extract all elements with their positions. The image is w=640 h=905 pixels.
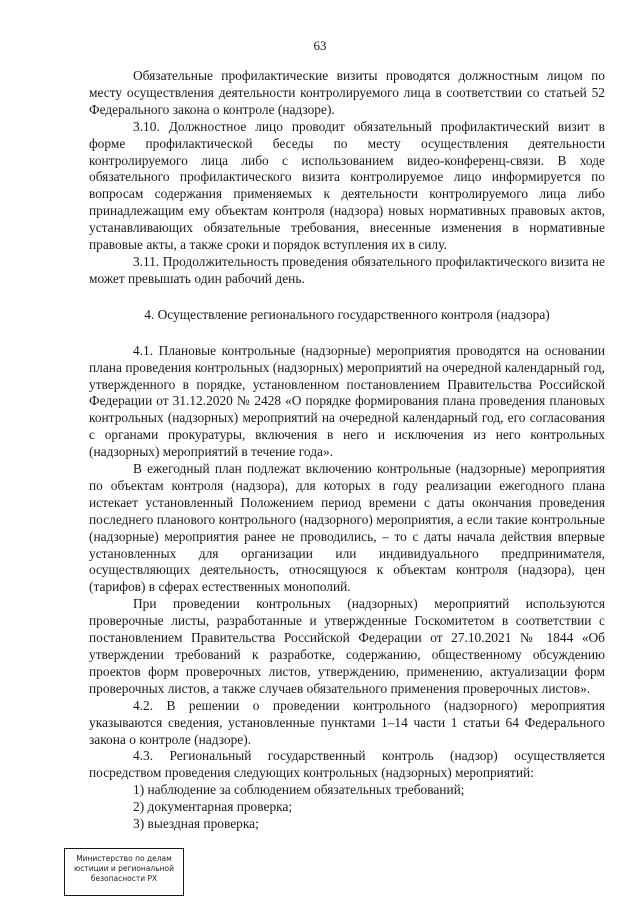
page-number: 63 [313, 38, 327, 53]
paragraph-3-10: 3.10. Должностное лицо проводит обязательный профилактический визит в форме профилактической беседы по месту осуществления деятельности контролируемого лица либо с использованием видео-конференц-связи. В ходе обязательного профилактического визита контролируемое лицо информируется по вопросам содержания применяемых к деятельности контролируемого лица либо принадлежащим ему объектам контроля (надзора) новых нормативных правовых актов, устанавливающих обязательные требования, внесенные изменения в нормативные правовые акты, а также сроки и порядок вступления их в силу. [89, 118, 605, 253]
list-item: 3) выездная проверка; [133, 816, 259, 832]
paragraph-annual-plan: В ежегодный план подлежат включению контрольные (надзорные) мероприятия по объектам контроля (надзора), для которых в году реализации ежегодного плана истекает установленный Положением период времени с даты окончания проведения последнего планового контрольного (надзорного) мероприятия, а если такие контрольные (надзорные) мероприятия ранее не проводились, – то с даты начала действия впервые установленных для организации или индивидуального предпринимателя, осуществляющих деятельность, относящуюся к объектам контроля (надзора), цен (тарифов) в сферах естественных монополий. [89, 461, 605, 595]
stamp-line: Министерство по делам [76, 854, 172, 863]
section-heading-4: 4. Осуществление регионального государственного контроля (надзора) [144, 306, 550, 322]
paragraph-4-3: 4.3. Региональный государственный контроль (надзор) осуществляется посредством проведения следующих контрольных (надзорных) мероприятий: [89, 748, 605, 781]
registration-stamp [64, 848, 184, 896]
stamp-line: безопасности РХ [90, 874, 158, 883]
paragraph-mandatory-visits: Обязательные профилактические визиты проводятся должностным лицом по месту осуществления деятельности контролируемого лица в соответствии со статьей 52 Федерального закона о контроле (надзоре). [89, 68, 605, 117]
paragraph-4-2: 4.2. В решении о проведении контрольного (надзорного) мероприятия указываются сведения, установленные пунктами 1–14 части 1 статьи 64 Федерального закона о контроле (надзоре). [89, 697, 605, 747]
paragraph-3-11: 3.11. Продолжительность проведения обязательного профилактического визита не может превышать один рабочий день. [89, 253, 605, 286]
paragraph-4-1: 4.1. Плановые контрольные (надзорные) мероприятия проводятся на основании плана проведения контрольных (надзорных) мероприятий на очередной календарный год, утвержденного в порядке, установленном постановлением Правительства Российской Федерации от 31.12.2020 № 2428 «О порядке формирования плана проведения плановых контрольных (надзорных) мероприятий на очередной календарный год, его согласования с органами прокуратуры, включения в него и исключения из него контрольных (надзорных) мероприятий в течение года». [89, 342, 605, 460]
list-item: 2) документарная проверка; [133, 799, 293, 815]
list-item: 1) наблюдение за соблюдением обязательных требований; [133, 782, 465, 798]
stamp-line: юстиции и региональной [73, 864, 175, 873]
document-body [89, 68, 605, 833]
paragraph-checklists: При проведении контрольных (надзорных) мероприятий используются проверочные листы, разработанные и утвержденные Госкомитетом в соответствии с постановлением Правительства Российской Федерации от 27.10.2021 № 1844 «Об утверждении требований к разработке, содержанию, общественному обсуждению проектов форм проверочных листов, утверждению, применению, актуализации форм проверочных листов, а также случаев обязательного применения проверочных листов». [89, 596, 605, 696]
